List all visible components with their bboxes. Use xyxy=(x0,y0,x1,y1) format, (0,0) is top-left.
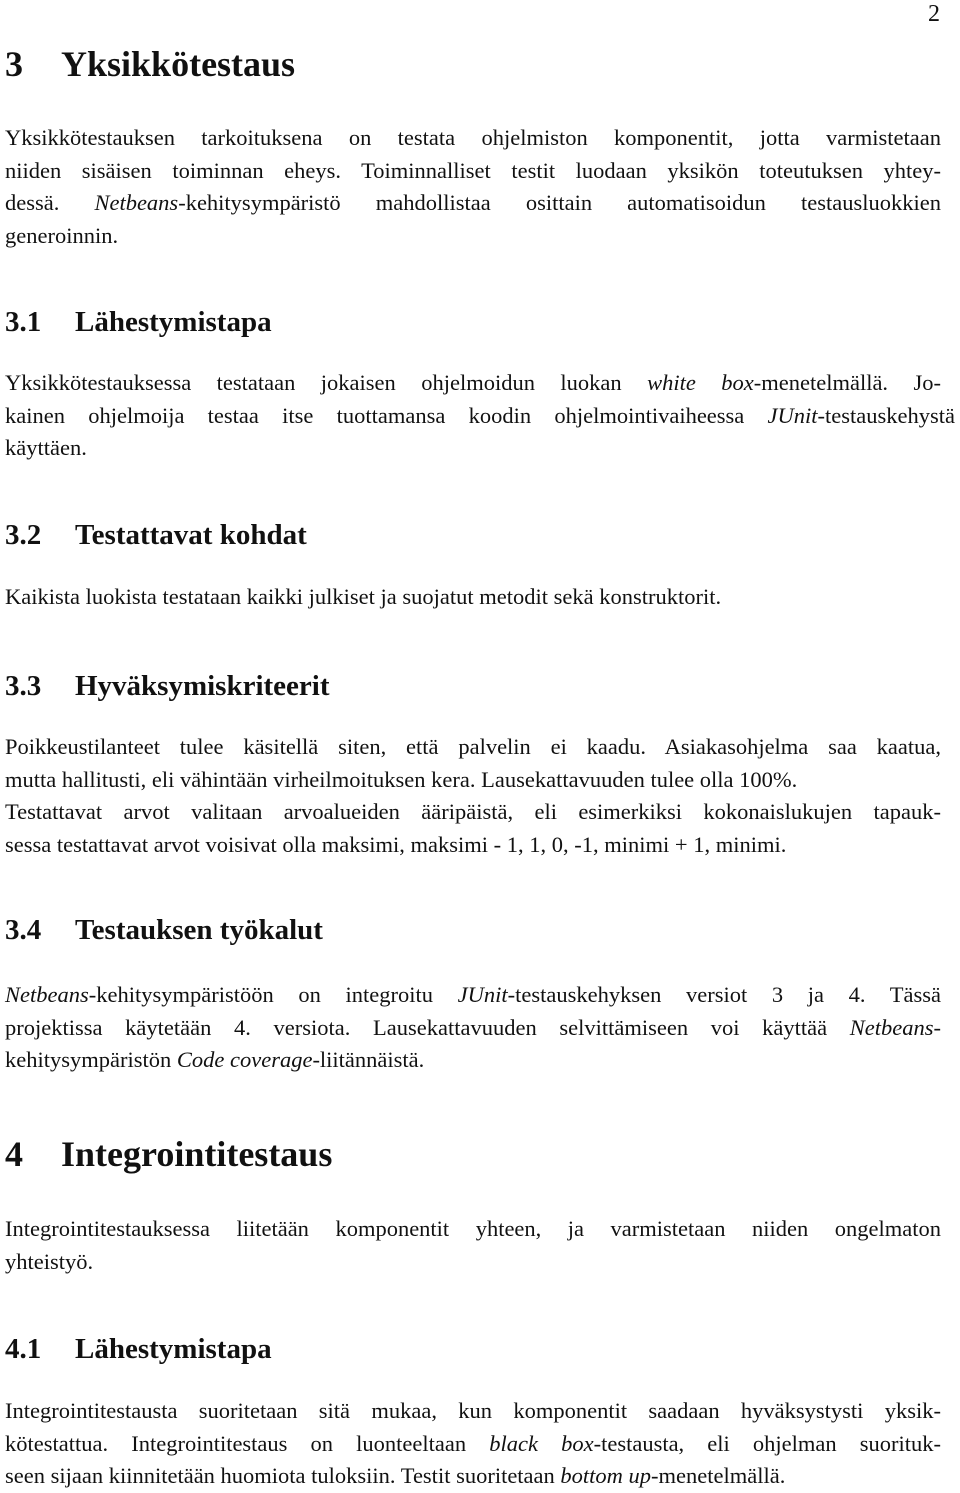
section-number: 3.4 xyxy=(5,914,42,946)
italic-term: bottom up xyxy=(560,1463,652,1488)
text-line: dessä. Netbeans-kehitysympäristö mahdollistaa osittain automatisoidun testausluokkien xyxy=(5,190,941,215)
text-line: generoinnin. xyxy=(5,222,119,248)
italic-term: Netbeans xyxy=(849,1014,934,1040)
text-line: seen sijaan kiinnitetään huomiota tuloksiin. Testit suoritetaan bottom up-menetelmällä. xyxy=(5,1463,786,1488)
paragraph-section-4 xyxy=(5,1213,941,1278)
text-line: niiden sisäisen toiminnan eheys. Toiminnalliset testit luodaan yksikön toteutuksen yhtey- xyxy=(5,157,941,183)
section-title: Testauksen työkalut xyxy=(75,914,323,946)
italic-term: white box xyxy=(647,370,754,395)
section-heading-4-1 xyxy=(5,1332,272,1366)
italic-term: black box xyxy=(489,1430,594,1456)
section-number: 3.2 xyxy=(5,519,42,551)
section-title: Testattavat kohdat xyxy=(75,519,307,551)
text-line: käyttäen. xyxy=(5,435,87,460)
italic-term: JUnit xyxy=(457,982,508,1007)
text-line: Netbeans-kehitysympäristöön on integroitu JUnit-testauskehyksen versiot 3 ja 4. Tässä xyxy=(5,982,941,1007)
section-title: Lähestymistapa xyxy=(75,1333,272,1365)
paragraph-section-4-1 xyxy=(5,1395,941,1493)
text-line: Yksikkötestauksessa testataan jokaisen ohjelmoidun luokan white box-menetelmällä. Jo- xyxy=(5,370,941,395)
italic-term: JUnit xyxy=(767,402,818,428)
section-number: 3.1 xyxy=(5,306,42,338)
text-line: Integrointitestausta suoritetaan sitä mukaa, kun komponentit saadaan hyväksystysti yksik- xyxy=(5,1398,941,1423)
text-line: yhteistyö. xyxy=(5,1248,94,1274)
paragraph-section-3 xyxy=(5,122,941,252)
italic-term: Netbeans xyxy=(94,190,179,215)
text-line: kötestattua. Integrointitestaus on luonteeltaan black box-testausta, eli ohjelman suorituk- xyxy=(5,1430,942,1456)
paragraph-section-3-1 xyxy=(5,367,955,465)
text-line: kehitysympäristön Code coverage-liitännäistä. xyxy=(5,1047,425,1072)
section-heading-3-2 xyxy=(5,518,307,552)
text-line: kainen ohjelmoija testaa itse tuottamansa koodin ohjelmointivaiheessa JUnit-testauskehystä xyxy=(5,402,955,428)
page-number: 2 xyxy=(928,1,940,27)
italic-term: Code coverage xyxy=(176,1047,313,1072)
section-heading-3-3 xyxy=(5,669,330,703)
section-title: Hyväksymiskriteerit xyxy=(75,670,330,702)
section-title: Integrointitestaus xyxy=(61,1134,333,1174)
text-line: Poikkeustilanteet tulee käsitellä siten, että palvelin ei kaadu. Asiakasohjelma saa kaatua, xyxy=(5,734,941,759)
text-line: projektissa käytetään 4. versiota. Lausekattavuuden selvittämiseen voi käyttää Netbeans- xyxy=(5,1014,941,1040)
text-line: Kaikista luokista testataan kaikki julkiset ja suojatut metodit sekä konstruktorit. xyxy=(5,584,722,609)
section-number: 4 xyxy=(5,1134,23,1174)
section-title: Yksikkötestaus xyxy=(61,44,296,84)
section-number: 4.1 xyxy=(5,1333,42,1365)
section-heading-3 xyxy=(5,44,295,84)
section-number: 3.3 xyxy=(5,670,42,702)
text-line: mutta hallitusti, eli vähintään virheilmoituksen kera. Lausekattavuuden tulee olla 100%. xyxy=(5,766,798,792)
section-number: 3 xyxy=(5,44,23,84)
text-line: Yksikkötestauksen tarkoituksena on testata ohjelmiston komponentit, jotta varmistetaan xyxy=(5,125,941,150)
section-heading-4 xyxy=(5,1134,332,1174)
paragraph-section-3-3 xyxy=(5,731,941,861)
section-heading-3-1 xyxy=(5,305,272,339)
text-line: sessa testattavat arvot voisivat olla maksimi, maksimi - 1, 1, 0, -1, minimi + 1, minimi. xyxy=(5,831,787,857)
text-line: Testattavat arvot valitaan arvoalueiden ääripäistä, eli esimerkiksi kokonaislukujen tapauk- xyxy=(5,799,941,824)
section-heading-3-4 xyxy=(5,913,323,947)
section-title: Lähestymistapa xyxy=(75,306,272,338)
paragraph-section-3-2 xyxy=(5,581,941,614)
paragraph-section-3-4 xyxy=(5,979,941,1077)
text-line: Integrointitestauksessa liitetään komponentit yhteen, ja varmistetaan niiden ongelmaton xyxy=(5,1216,941,1241)
italic-term: Netbeans xyxy=(5,982,89,1007)
